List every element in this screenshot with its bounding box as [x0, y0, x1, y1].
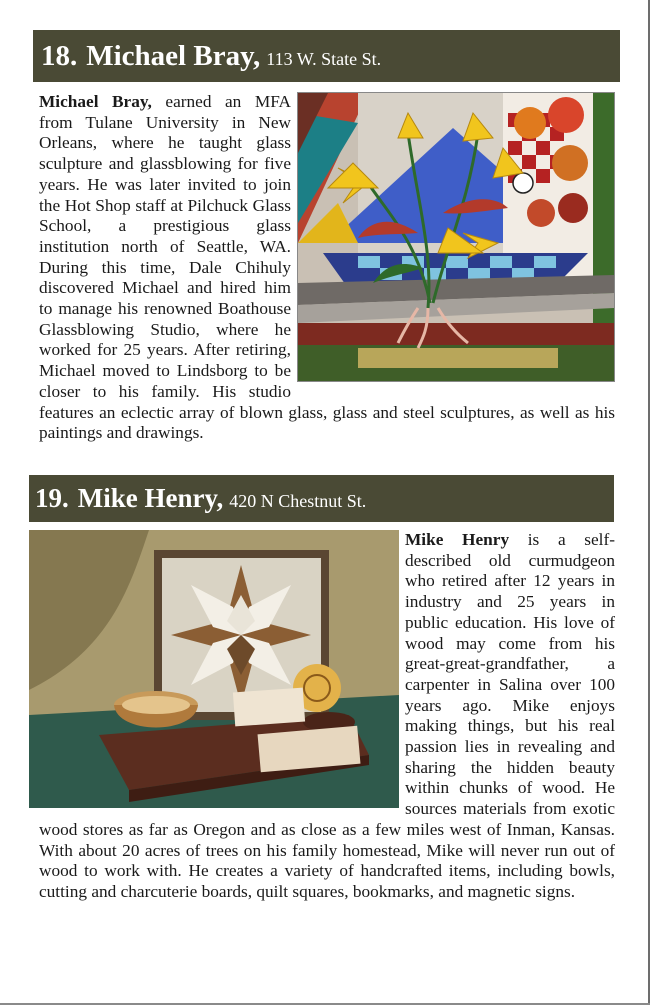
- artist-header-18: [33, 30, 620, 82]
- bio-body: earned an MFA from Tulane University in New Orleans, where he taught glass sculpture and glassblowing for five years. He was later invited to join the Hot Shop staff at Pilchuck Glass School, a prestigious glass institution north of Seattle, WA. During this time, Dale Chihuly discovered Michael and hired him to manage his renowned Boathouse Glassblowing Studio, where he worked for 25 years. After retiring, Michael moved to Lindsborg to be closer to his family. His studio features an eclectic array of blown glass, glass and steel sculptures, as well as his paintings and drawings.: [39, 92, 615, 443]
- painting-image: [297, 92, 615, 382]
- woodwork-photo: [29, 530, 399, 808]
- artist-lead-name: Michael Bray,: [39, 92, 152, 111]
- artist-bio-19: [39, 530, 615, 903]
- woodwork-illustration: [29, 530, 399, 808]
- artist-bio-18: [39, 92, 615, 444]
- painting-illustration: [298, 93, 614, 381]
- artist-name: Mike Henry,: [77, 483, 224, 513]
- entry-number: 19.: [35, 483, 69, 513]
- bio-body: is a self-described old curmudgeon who retired after 12 years in industry and 25 years in public education. His love of wood may come from his great-great-grandfather, a carpenter in Salina over 100 years ago. Mike enjoys making things, but his real passion lies in revealing and sharing the hidden beauty within chunks of wood. He sources materials from exotic wood stores as far as Oregon and as close as a few miles west of Inman, Kansas. With about 20 acres of trees on his family homestead, Mike will never run out of wood to work with. He creates a variety of handcrafted items, including bowls, cutting and charcuterie boards, quilt squares, bookmarks, and magnetic signs.: [39, 530, 615, 901]
- entry-number: 18.: [41, 40, 78, 72]
- artist-address: 420 N Chestnut St.: [229, 491, 367, 511]
- artist-lead-name: Mike Henry: [405, 530, 510, 549]
- artist-header-19: [29, 475, 614, 522]
- artist-name: Michael Bray,: [86, 40, 261, 72]
- artist-address: 113 W. State St.: [266, 49, 382, 69]
